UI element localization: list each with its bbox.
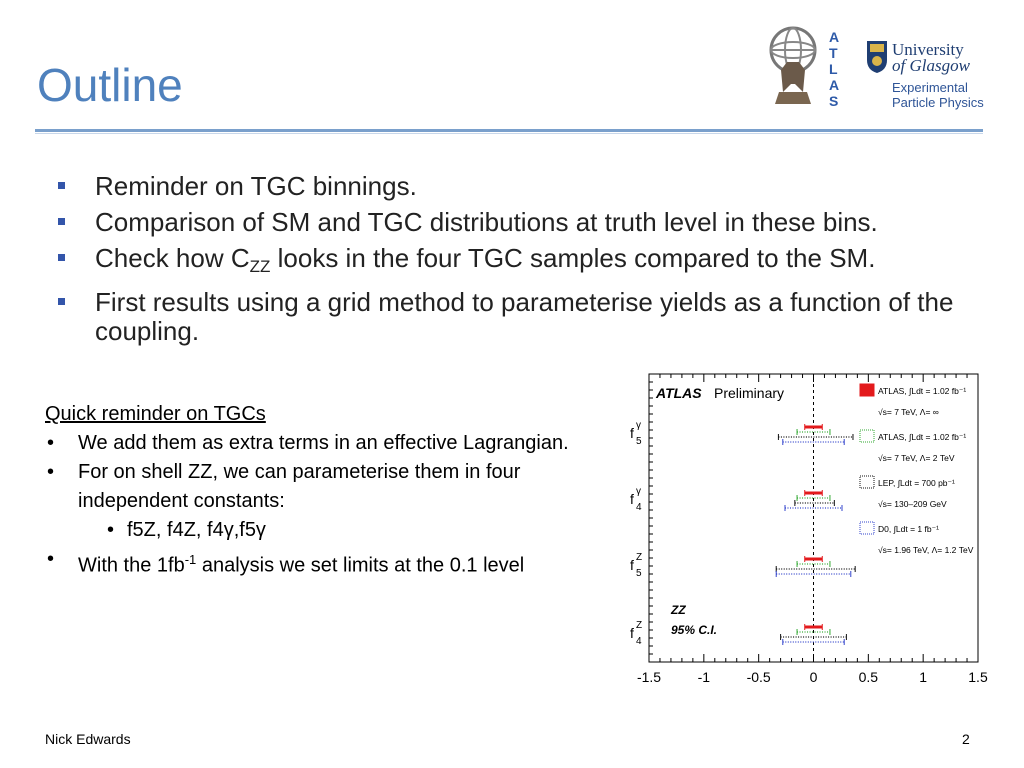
tgc-limits-chart — [616, 372, 996, 692]
x-tick-label: -1 — [697, 669, 711, 685]
outline-item: First results using a grid method to parameterise yields as a function of the coupling. — [58, 288, 978, 346]
title-underline-light — [35, 133, 983, 134]
outline-item: Reminder on TGC binnings. — [58, 172, 978, 201]
tgc-reminder — [45, 400, 605, 581]
outline-item: Check how $C_{ZZ}$ looks in the four TGC samples compared to the SM. — [58, 244, 978, 281]
parameter-label: f — [630, 491, 634, 507]
footer-author: Nick Edwards — [45, 731, 131, 747]
parameter-label-sub: 5 — [636, 568, 642, 579]
chart-annotation: ZZ — [671, 603, 686, 617]
glasgow-line-4: Particle Physics — [892, 95, 984, 110]
atlas-logo-letter: A — [829, 29, 840, 45]
legend-swatch — [860, 384, 874, 396]
legend-text: D0, ∫Ldt = 1 fb⁻¹ — [878, 524, 939, 534]
bullet-dot-icon: • — [107, 519, 115, 541]
glasgow-line-3: Experimental — [892, 80, 968, 95]
bullet-dot-icon: • — [47, 461, 55, 483]
legend-text: ATLAS, ∫Ldt = 1.02 fb⁻¹ — [878, 386, 967, 396]
parameter-label: f — [630, 557, 634, 573]
atlas-logo-letter: T — [829, 45, 838, 61]
chart-header-atlas: ATLAS — [656, 385, 702, 401]
x-tick-label: 0 — [809, 669, 818, 685]
x-tick-label: 1 — [919, 669, 928, 685]
parameter-label-sub: 4 — [636, 636, 642, 647]
x-tick-label: 1.5 — [968, 669, 988, 685]
parameter-label-sup: Z — [636, 620, 643, 631]
reminder-item: • We add them as extra terms in an effective Lagrangian. — [45, 429, 605, 458]
x-tick-label: -1.5 — [636, 669, 662, 685]
parameter-label-sup: Z — [636, 552, 643, 563]
glasgow-line-2: of Glasgow — [892, 56, 970, 75]
parameter-label: f — [630, 425, 634, 441]
x-tick-label: 0.5 — [858, 669, 879, 685]
legend-text: √s= 7 TeV, Λ= ∞ — [878, 407, 939, 417]
parameter-label-sub: 5 — [636, 436, 642, 447]
atlas-logo-letter: S — [829, 93, 839, 109]
glasgow-crest-icon — [866, 40, 888, 74]
reminder-subitem: • f5Z, f4Z, f4γ,f5γ — [45, 516, 605, 545]
chart-header-preliminary: Preliminary — [714, 385, 785, 401]
parameter-label-sup: γ — [636, 486, 641, 497]
legend-text: √s= 1.96 TeV, Λ= 1.2 TeV — [878, 545, 974, 555]
slide-title: Outline — [37, 59, 183, 111]
outline-bullets — [58, 172, 978, 353]
glasgow-line-1: University — [892, 40, 964, 59]
atlas-logo — [765, 22, 845, 110]
parameter-label-sup: γ — [636, 420, 641, 431]
legend-swatch — [860, 430, 874, 442]
square-bullet-icon — [58, 254, 65, 261]
square-bullet-icon — [58, 182, 65, 189]
atlas-logo-letter: L — [829, 61, 838, 77]
square-bullet-icon — [58, 298, 65, 305]
legend-swatch — [860, 476, 874, 488]
legend-swatch — [860, 522, 874, 534]
bullet-dot-icon: • — [47, 432, 55, 454]
legend-text: √s= 130–209 GeV — [878, 499, 947, 509]
atlas-logo-letter: A — [829, 77, 840, 93]
bullet-dot-icon: • — [47, 548, 55, 570]
square-bullet-icon — [58, 218, 65, 225]
reminder-heading: Quick reminder on TGCs — [45, 403, 266, 425]
title-underline — [35, 129, 983, 132]
legend-text: √s= 7 TeV, Λ= 2 TeV — [878, 453, 955, 463]
parameter-label: f — [630, 625, 634, 641]
reminder-item: • With the $1fb^{-1}$ analysis we set limits at the 0.1 level — [45, 545, 605, 581]
x-tick-label: -0.5 — [746, 669, 771, 685]
chart-annotation: 95% C.I. — [671, 623, 718, 637]
page-number: 2 — [962, 731, 970, 747]
legend-text: ATLAS, ∫Ldt = 1.02 fb⁻¹ — [878, 432, 967, 442]
outline-item: Comparison of SM and TGC distributions at truth level in these bins. — [58, 208, 978, 237]
parameter-label-sub: 4 — [636, 502, 642, 513]
legend-text: LEP, ∫Ldt = 700 pb⁻¹ — [878, 478, 955, 488]
reminder-item: • For on shell ZZ, we can parameterise them in four independent constants: — [45, 458, 605, 516]
